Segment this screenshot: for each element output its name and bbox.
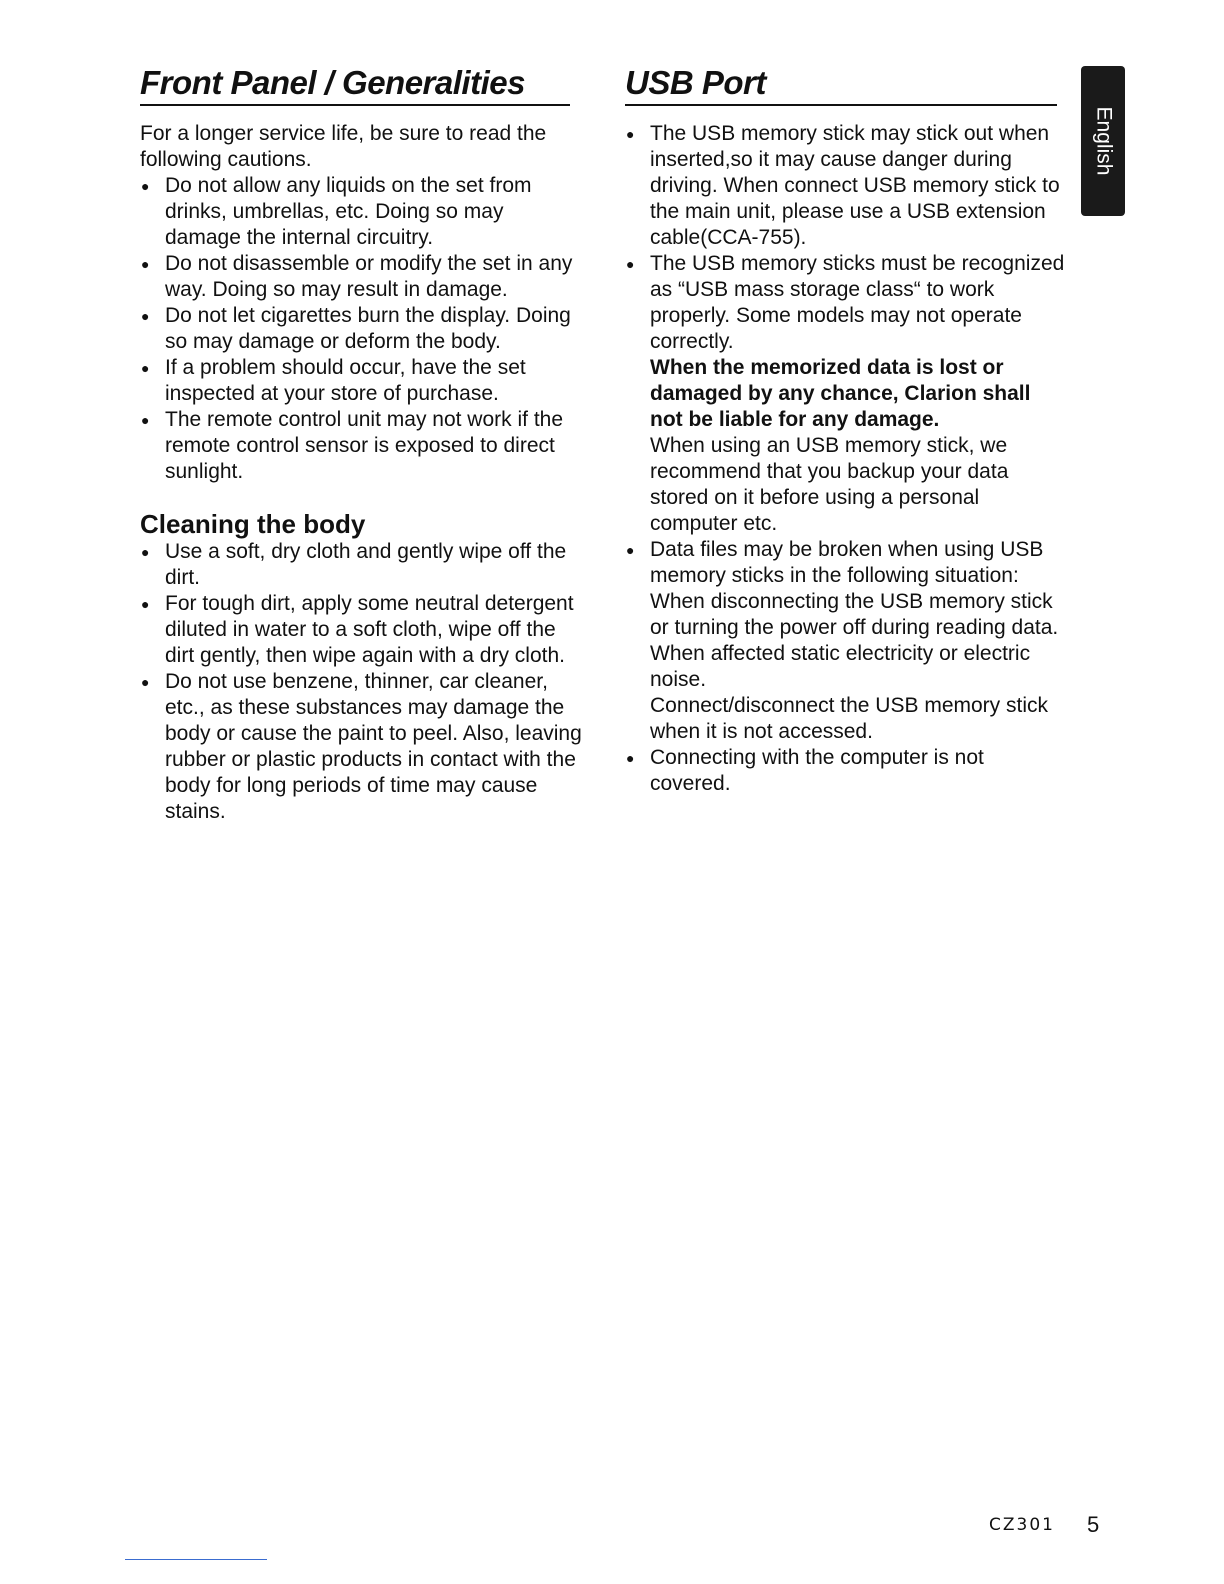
list-item: ● Use a soft, dry cloth and gently wipe off the dirt.	[141, 540, 567, 589]
language-tab-label: English	[1092, 106, 1116, 176]
list-item: ● If a problem should occur, have the set inspected at your store of purchase.	[141, 356, 526, 405]
bullet-icon: ●	[141, 178, 150, 194]
list-item: ● The remote control unit may not work if the remote control sensor is exposed to direct sunlight.	[141, 408, 564, 483]
bullet-icon: ●	[141, 308, 150, 324]
caution-list	[140, 173, 585, 485]
title-underline	[140, 104, 570, 106]
list-item: ● The USB memory stick may stick out when inserted,so it may cause danger during driving. When connect USB memory stick to the main unit, please use a USB extension cable(CCA-755).	[626, 122, 1060, 249]
list-item: ● Do not use benzene, thinner, car cleaner, etc., as these substances may damage the body or cause the paint to peel. Also, leaving rubber or plastic products in contact with the body for long periods of time may cause stains.	[141, 670, 582, 823]
cleaning-list	[140, 539, 585, 825]
language-tab	[1081, 66, 1125, 216]
bullet-icon: ●	[626, 542, 635, 558]
list-item: ● For tough dirt, apply some neutral detergent diluted in water to a soft cloth, wipe off the dirt gently, then wipe again with a dry cloth.	[141, 592, 574, 667]
section-title-front-panel: Front Panel / Generalities	[140, 64, 525, 101]
bullet-icon: ●	[141, 412, 150, 428]
bullet-icon: ●	[141, 360, 150, 376]
bullet-icon: ●	[626, 256, 635, 272]
bullet-icon: ●	[141, 596, 150, 612]
cleaning-heading: Cleaning the body	[140, 509, 366, 539]
right-column	[625, 62, 1065, 797]
intro-paragraph: For a longer service life, be sure to read the following cautions.	[140, 122, 547, 171]
bullet-icon: ●	[626, 126, 635, 142]
liability-warning: When the memorized data is lost or damaged by any chance, Clarion shall not be liable for any damage.	[650, 356, 1031, 431]
list-item: ● Connecting with the computer is not covered.	[626, 746, 984, 795]
bullet-icon: ●	[141, 256, 150, 272]
title-underline	[625, 104, 1057, 106]
bullet-icon: ●	[626, 750, 635, 766]
footer-model-number: CZ301	[989, 1515, 1055, 1535]
footer-page-number: 5	[1087, 1512, 1100, 1537]
usb-caution-list	[625, 121, 1065, 797]
list-item: ● Do not disassemble or modify the set in any way. Doing so may result in damage.	[141, 252, 573, 301]
list-item: ● Do not allow any liquids on the set from drinks, umbrellas, etc. Doing so may damage the internal circuitry.	[141, 174, 532, 249]
bullet-icon: ●	[141, 544, 150, 560]
bottom-divider	[125, 1559, 267, 1560]
list-item: ● Data files may be broken when using USB memory sticks in the following situation: When disconnecting the USB memory stick or turning the power off during reading data. When affected static electricity or electric noise. Connect/disconnect the USB memory stick when it is not accessed.	[626, 538, 1059, 743]
left-column	[140, 62, 585, 825]
bullet-icon: ●	[141, 674, 150, 690]
section-title-usb-port: USB Port	[625, 64, 766, 101]
list-item: ● The USB memory sticks must be recognized as “USB mass storage class“ to work properly. Some models may not operate correctly. When the memorized data is lost or damaged by any chance, Clarion shall not be liable for any damage. When using an USB memory stick, we recommend that you backup your data stored on it before using a personal computer etc.	[626, 252, 1065, 535]
list-item: ● Do not let cigarettes burn the display. Doing so may damage or deform the body.	[141, 304, 571, 353]
